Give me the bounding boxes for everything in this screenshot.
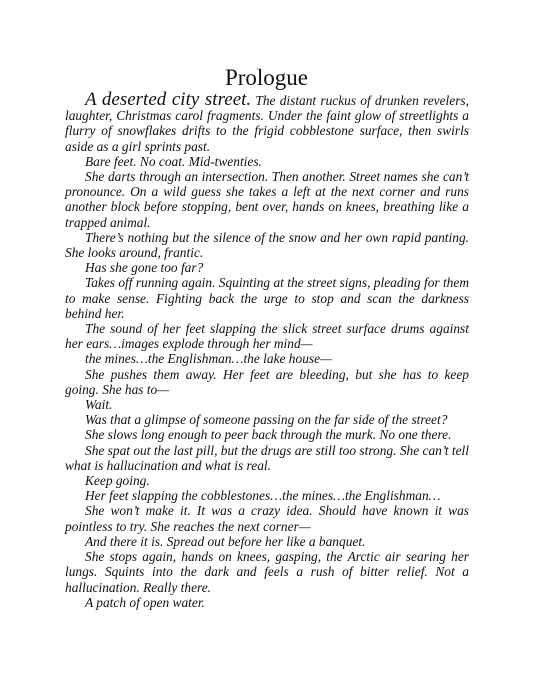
- paragraph-13: She spat out the last pill, but the drugs are still too strong. She can’t tell what is hallucination and what is real.: [65, 442, 469, 473]
- paragraph-7: The sound of her feet slapping the slick street surface drums against her ears…images explode through her mind—: [65, 321, 469, 352]
- paragraph-2: Bare feet. No coat. Mid-twenties.: [85, 153, 262, 169]
- paragraph-16: She won’t make it. It was a crazy idea. Should have known it was pointless to try. She reaches the next corner—: [65, 503, 469, 534]
- paragraph-4: There’s nothing but the silence of the snow and her own rapid panting. She looks around, frantic.: [65, 229, 469, 261]
- paragraph-8: the mines…the Englishman…the lake house—: [85, 351, 332, 367]
- paragraph-12: She slows long enough to peer back through the murk. No one there.: [85, 427, 452, 443]
- paragraph-1: [65, 89, 469, 154]
- paragraph-5: Has she gone too far?: [85, 260, 204, 276]
- chapter-title: Prologue: [224, 65, 309, 90]
- paragraph-10: Wait.: [85, 397, 113, 413]
- paragraph-15: Her feet slapping the cobblestones…the mines…the Englishman…: [85, 488, 441, 504]
- paragraph-14: Keep going.: [85, 473, 150, 489]
- paragraph-6: Takes off running again. Squinting at the street signs, pleading for them to make sense. Fighting back the urge to stop and scan the darkness behind her.: [65, 275, 469, 321]
- prologue-body: [65, 89, 469, 610]
- paragraph-18: She stops again, hands on knees, gasping, the Arctic air searing her lungs. Squints into the dark and feels a rush of bitter relief. Not a hallucination. Really there.: [65, 549, 469, 595]
- paragraph-17: And there it is. Spread out before her like a banquet.: [85, 533, 366, 549]
- paragraph-9: She pushes them away. Her feet are bleeding, but she has to keep going. She has to—: [65, 366, 469, 397]
- paragraph-3: She darts through an intersection. Then another. Street names she can’t pronounce. On a wild guess she takes a left at the next corner and runs another block before stopping, bent over, hands on knees, breathing like a trapped animal.: [65, 169, 469, 230]
- paragraph-11: Was that a glimpse of someone passing on the far side of the street?: [85, 412, 448, 428]
- paragraph-1-text: The distant ruckus of drunken revelers, laughter, Christmas carol fragments. Under the faint glow of streetlights a flurry of snowflakes drifts to the frigid cobblestone surface, then swirls aside as a girl sprints past.: [65, 93, 469, 154]
- lead-in: A deserted city street.: [85, 89, 252, 110]
- paragraph-19: A patch of open water.: [85, 594, 205, 610]
